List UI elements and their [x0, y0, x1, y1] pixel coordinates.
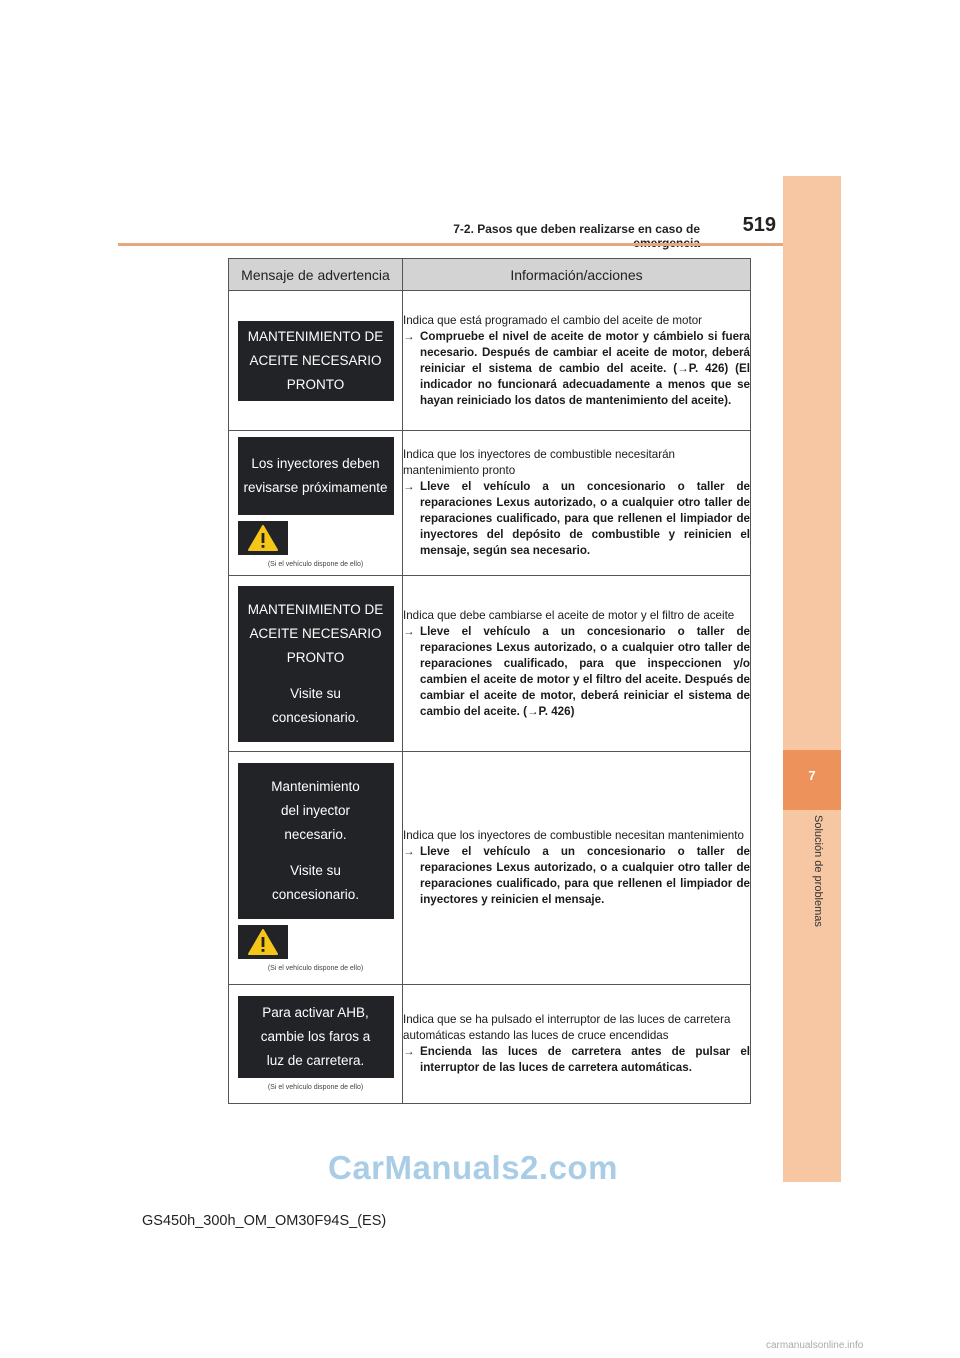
display-message: [238, 321, 394, 401]
display-line: cambie los faros a: [260, 1029, 371, 1044]
column-header-info: Información/acciones: [403, 259, 751, 291]
action-text: [403, 479, 750, 559]
display-line: concesionario.: [271, 709, 360, 725]
arrow-icon: →: [403, 624, 415, 638]
arrow-icon: →: [403, 845, 415, 858]
site-watermark: carmanualsonline.info: [766, 1340, 864, 1351]
action-body: Lleve el vehículo a un concesionario o taller de reparaciones Lexus autorizado, o a cualquier otro taller de reparaciones cualificado, para que rellenen el limpiador de inyectores del depósito de combustible y reinicien el mensaje, según sea necesario.: [420, 480, 750, 557]
display-line: concesionario.: [271, 887, 360, 902]
chapter-number-badge: 7: [783, 750, 841, 810]
table-row: [229, 576, 751, 752]
display-line: del inyector: [280, 803, 351, 818]
display-line: Visite su: [290, 685, 341, 701]
action-text: [403, 329, 750, 409]
page-number: 519: [742, 214, 776, 236]
table-row: [229, 431, 751, 576]
display-line: Los inyectores deben: [251, 456, 380, 471]
availability-note: (Si el vehículo dispone de ello): [267, 965, 364, 972]
display-message: [238, 586, 394, 742]
table-row: [229, 752, 751, 985]
warning-icon: [238, 925, 288, 959]
column-header-message: Mensaje de advertencia: [229, 259, 403, 291]
display-line: revisarse próximamente: [243, 480, 388, 495]
display-line: Mantenimiento: [271, 779, 360, 794]
display-line: PRONTO: [286, 649, 345, 665]
availability-note: (Si el vehículo dispone de ello): [267, 561, 364, 568]
display-line: PRONTO: [286, 376, 345, 392]
message-cell: [229, 985, 403, 1104]
section-title: 7-2. Pasos que deben realizarse en caso de: [453, 222, 700, 236]
display-line: MANTENIMIENTO DE: [247, 601, 384, 617]
display-line: Visite su: [290, 863, 341, 878]
table-row: [229, 985, 751, 1104]
action-body: Compruebe el nivel de aceite de motor y cámbielo si fuera necesario. Después de cambiar el aceite de motor, deberá reiniciar el sistema de cambio del aceite. (→P. 426) (El indicador no funcionará adecuadamente a menos que se hayan reiniciado los datos de mantenimiento del aceite).: [420, 329, 750, 407]
warning-icon: [238, 521, 288, 555]
table-header-row: [229, 259, 751, 291]
action-body: Lleve el vehículo a un concesionario o taller de reparaciones Lexus autorizado, o a cualquier otro taller de reparaciones cualificado, para que inspeccionen y/o cambien el aceite de motor y el filtro del aceite. Después de cambiar el aceite de motor, deberá reiniciar el sistema de cambio del aceite. (→P. 426): [420, 624, 750, 718]
action-text: [403, 1044, 750, 1076]
info-cell: [403, 576, 751, 752]
description-text: Indica que está programado el cambio del aceite de motor: [403, 313, 703, 327]
table-row: [229, 291, 751, 431]
document-code: GS450h_300h_OM_OM30F94S_(ES): [142, 1213, 387, 1229]
message-cell: [229, 291, 403, 431]
arrow-icon: →: [403, 1045, 415, 1058]
info-cell: [403, 431, 751, 576]
display-line: ACEITE NECESARIO: [249, 352, 382, 368]
display-line: MANTENIMIENTO DE: [247, 328, 384, 344]
message-cell: [229, 431, 403, 576]
chapter-label: Solución de problemas: [812, 815, 824, 927]
warning-message-table: [228, 258, 751, 1104]
display-line: Para activar AHB,: [262, 1005, 369, 1020]
description-text: Indica que debe cambiarse el aceite de motor y el filtro de aceite: [403, 608, 735, 622]
watermark-logo: CarManuals2.com: [328, 1149, 618, 1186]
display-message: [238, 996, 394, 1078]
description-text: Indica que los inyectores de combustible necesitan mantenimiento: [403, 829, 744, 842]
display-line: necesario.: [284, 827, 347, 842]
display-message: [238, 437, 394, 515]
header-rule: [118, 243, 783, 246]
display-line: ACEITE NECESARIO: [249, 625, 382, 641]
action-body: Encienda las luces de carretera antes de pulsar el interruptor de las luces de carretera automáticas.: [420, 1045, 750, 1074]
description-text: Indica que los inyectores de combustible necesitarán mantenimiento pronto: [403, 448, 675, 477]
description-text: Indica que se ha pulsado el interruptor de las luces de carretera automáticas estando las luces de cruce encendidas: [403, 1013, 731, 1042]
info-cell: [403, 291, 751, 431]
action-text: [403, 844, 750, 908]
message-cell: [229, 752, 403, 985]
info-cell: [403, 985, 751, 1104]
display-message: [238, 763, 394, 919]
chapter-side-tab: [783, 176, 841, 1182]
info-cell: [403, 752, 751, 985]
display-line: luz de carretera.: [266, 1053, 365, 1068]
action-text: [403, 624, 750, 720]
action-body: Lleve el vehículo a un concesionario o taller de reparaciones Lexus autorizado, o a cualquier otro taller de reparaciones cualificado, para que rellenen el limpiador de inyectores y reinicien el mensaje.: [420, 845, 750, 906]
availability-note: (Si el vehículo dispone de ello): [267, 1084, 364, 1091]
message-cell: [229, 576, 403, 752]
arrow-icon: →: [403, 329, 415, 343]
arrow-icon: →: [403, 480, 415, 493]
